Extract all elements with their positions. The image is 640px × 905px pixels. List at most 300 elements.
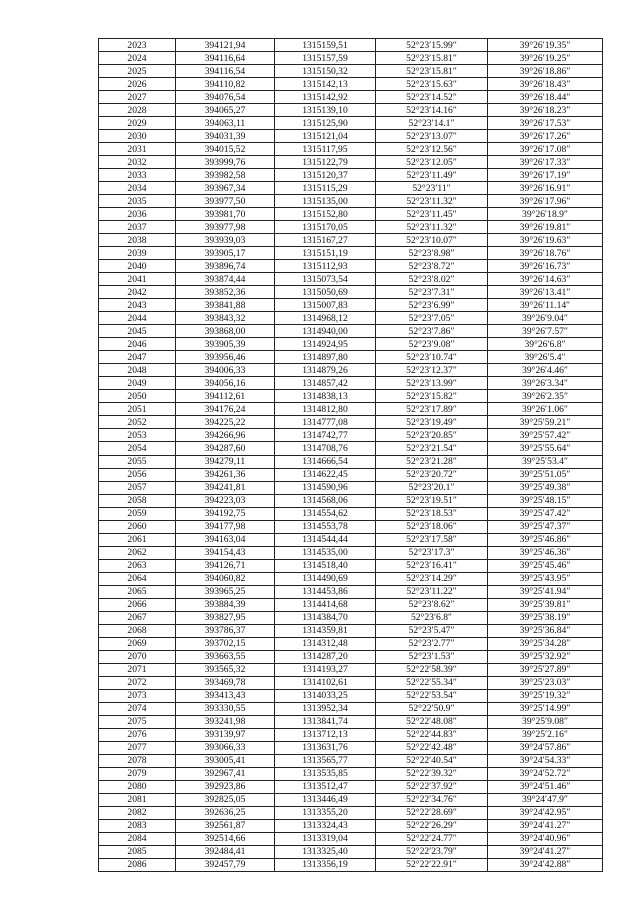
x-coordinate-cell: 394241,81 — [176, 481, 275, 494]
table-row — [99, 260, 603, 273]
longitude-cell: 39°25′36.84″ — [488, 624, 603, 637]
point-number-cell: 2041 — [99, 273, 176, 286]
y-coordinate-cell: 1315152,80 — [275, 208, 376, 221]
x-coordinate-cell: 393786,37 — [176, 624, 275, 637]
longitude-cell: 39°26′19.81″ — [488, 221, 603, 234]
y-coordinate-cell: 1314033,25 — [275, 689, 376, 702]
x-coordinate-cell: 393330,55 — [176, 702, 275, 715]
longitude-cell: 39°24′41.27″ — [488, 845, 603, 858]
point-number-cell: 2075 — [99, 715, 176, 728]
point-number-cell: 2068 — [99, 624, 176, 637]
x-coordinate-cell: 392514,66 — [176, 832, 275, 845]
table-row — [99, 143, 603, 156]
longitude-cell: 39°24′41.27″ — [488, 819, 603, 832]
point-number-cell: 2046 — [99, 338, 176, 351]
longitude-cell: 39°26′17.53″ — [488, 117, 603, 130]
table-row — [99, 845, 603, 858]
y-coordinate-cell: 1314857,42 — [275, 377, 376, 390]
y-coordinate-cell: 1314742,77 — [275, 429, 376, 442]
y-coordinate-cell: 1314193,27 — [275, 663, 376, 676]
y-coordinate-cell: 1314553,78 — [275, 520, 376, 533]
latitude-cell: 52°22′26.29″ — [376, 819, 488, 832]
x-coordinate-cell: 393841,88 — [176, 299, 275, 312]
latitude-cell: 52°23′6.99″ — [376, 299, 488, 312]
longitude-cell: 39°26′11.14″ — [488, 299, 603, 312]
point-number-cell: 2034 — [99, 182, 176, 195]
point-number-cell: 2047 — [99, 351, 176, 364]
longitude-cell: 39°26′17.96″ — [488, 195, 603, 208]
x-coordinate-cell: 392923,86 — [176, 780, 275, 793]
longitude-cell: 39°25′14.99″ — [488, 702, 603, 715]
table-row — [99, 221, 603, 234]
coordinates-table-body — [99, 39, 603, 872]
longitude-cell: 39°25′59.21″ — [488, 416, 603, 429]
y-coordinate-cell: 1314287,20 — [275, 650, 376, 663]
latitude-cell: 52°23′15.99″ — [376, 39, 488, 52]
x-coordinate-cell: 392457,79 — [176, 858, 275, 871]
y-coordinate-cell: 1314535,00 — [275, 546, 376, 559]
longitude-cell: 39°26′19.35″ — [488, 39, 603, 52]
table-row — [99, 793, 603, 806]
table-row — [99, 364, 603, 377]
x-coordinate-cell: 394076,54 — [176, 91, 275, 104]
table-row — [99, 416, 603, 429]
x-coordinate-cell: 392561,87 — [176, 819, 275, 832]
latitude-cell: 52°23′19.51″ — [376, 494, 488, 507]
point-number-cell: 2071 — [99, 663, 176, 676]
latitude-cell: 52°23′16.41″ — [376, 559, 488, 572]
latitude-cell: 52°23′17.89″ — [376, 403, 488, 416]
table-row — [99, 52, 603, 65]
x-coordinate-cell: 393981,70 — [176, 208, 275, 221]
longitude-cell: 39°26′6.8″ — [488, 338, 603, 351]
longitude-cell: 39°26′1.06″ — [488, 403, 603, 416]
table-row — [99, 507, 603, 520]
y-coordinate-cell: 1313535,85 — [275, 767, 376, 780]
x-coordinate-cell: 393005,41 — [176, 754, 275, 767]
longitude-cell: 39°25′23.03″ — [488, 676, 603, 689]
y-coordinate-cell: 1314554,62 — [275, 507, 376, 520]
x-coordinate-cell: 394110,82 — [176, 78, 275, 91]
y-coordinate-cell: 1313325,40 — [275, 845, 376, 858]
longitude-cell: 39°24′52.72″ — [488, 767, 603, 780]
table-row — [99, 481, 603, 494]
latitude-cell: 52°22′58.39″ — [376, 663, 488, 676]
table-row — [99, 338, 603, 351]
latitude-cell: 52°23′15.82″ — [376, 390, 488, 403]
x-coordinate-cell: 393967,34 — [176, 182, 275, 195]
latitude-cell: 52°23′12.05″ — [376, 156, 488, 169]
table-row — [99, 624, 603, 637]
table-row — [99, 195, 603, 208]
point-number-cell: 2064 — [99, 572, 176, 585]
x-coordinate-cell: 393982,58 — [176, 169, 275, 182]
y-coordinate-cell: 1315117,95 — [275, 143, 376, 156]
y-coordinate-cell: 1313712,13 — [275, 728, 376, 741]
longitude-cell: 39°25′38.19″ — [488, 611, 603, 624]
x-coordinate-cell: 393896,74 — [176, 260, 275, 273]
point-number-cell: 2026 — [99, 78, 176, 91]
latitude-cell: 52°23′18.06″ — [376, 520, 488, 533]
y-coordinate-cell: 1315122,79 — [275, 156, 376, 169]
latitude-cell: 52°23′10.07″ — [376, 234, 488, 247]
point-number-cell: 2079 — [99, 767, 176, 780]
table-row — [99, 663, 603, 676]
latitude-cell: 52°23′10.74″ — [376, 351, 488, 364]
table-row — [99, 832, 603, 845]
table-row — [99, 208, 603, 221]
y-coordinate-cell: 1313631,76 — [275, 741, 376, 754]
latitude-cell: 52°23′11.32″ — [376, 195, 488, 208]
point-number-cell: 2025 — [99, 65, 176, 78]
longitude-cell: 39°26′17.33″ — [488, 156, 603, 169]
longitude-cell: 39°24′57.86″ — [488, 741, 603, 754]
latitude-cell: 52°23′21.54″ — [376, 442, 488, 455]
longitude-cell: 39°25′45.46″ — [488, 559, 603, 572]
latitude-cell: 52°23′7.86″ — [376, 325, 488, 338]
x-coordinate-cell: 393469,78 — [176, 676, 275, 689]
latitude-cell: 52°22′50.9″ — [376, 702, 488, 715]
latitude-cell: 52°23′6.8″ — [376, 611, 488, 624]
latitude-cell: 52°23′8.72″ — [376, 260, 488, 273]
latitude-cell: 52°22′44.83″ — [376, 728, 488, 741]
x-coordinate-cell: 394223,03 — [176, 494, 275, 507]
y-coordinate-cell: 1315159,51 — [275, 39, 376, 52]
table-row — [99, 117, 603, 130]
longitude-cell: 39°26′16.91″ — [488, 182, 603, 195]
longitude-cell: 39°25′47.37″ — [488, 520, 603, 533]
y-coordinate-cell: 1314414,68 — [275, 598, 376, 611]
table-row — [99, 741, 603, 754]
point-number-cell: 2052 — [99, 416, 176, 429]
latitude-cell: 52°23′7.05″ — [376, 312, 488, 325]
table-row — [99, 91, 603, 104]
point-number-cell: 2023 — [99, 39, 176, 52]
point-number-cell: 2036 — [99, 208, 176, 221]
latitude-cell: 52°23′20.72″ — [376, 468, 488, 481]
table-row — [99, 169, 603, 182]
y-coordinate-cell: 1313324,43 — [275, 819, 376, 832]
x-coordinate-cell: 393977,50 — [176, 195, 275, 208]
x-coordinate-cell: 393827,95 — [176, 611, 275, 624]
longitude-cell: 39°26′4.46″ — [488, 364, 603, 377]
table-row — [99, 637, 603, 650]
longitude-cell: 39°26′18.9″ — [488, 208, 603, 221]
longitude-cell: 39°25′48.15″ — [488, 494, 603, 507]
point-number-cell: 2061 — [99, 533, 176, 546]
longitude-cell: 39°25′46.86″ — [488, 533, 603, 546]
longitude-cell: 39°25′27.89″ — [488, 663, 603, 676]
x-coordinate-cell: 393868,00 — [176, 325, 275, 338]
latitude-cell: 52°22′22.91″ — [376, 858, 488, 871]
longitude-cell: 39°26′5.4″ — [488, 351, 603, 364]
table-row — [99, 247, 603, 260]
y-coordinate-cell: 1314777,08 — [275, 416, 376, 429]
latitude-cell: 52°23′2.77″ — [376, 637, 488, 650]
latitude-cell: 52°23′21.28″ — [376, 455, 488, 468]
longitude-cell: 39°24′42.88″ — [488, 858, 603, 871]
y-coordinate-cell: 1315007,83 — [275, 299, 376, 312]
table-row — [99, 234, 603, 247]
y-coordinate-cell: 1314708,76 — [275, 442, 376, 455]
y-coordinate-cell: 1314812,80 — [275, 403, 376, 416]
x-coordinate-cell: 394063,11 — [176, 117, 275, 130]
table-row — [99, 676, 603, 689]
x-coordinate-cell: 394225,22 — [176, 416, 275, 429]
table-row — [99, 494, 603, 507]
x-coordinate-cell: 393977,98 — [176, 221, 275, 234]
y-coordinate-cell: 1314897,80 — [275, 351, 376, 364]
latitude-cell: 52°23′7.31″ — [376, 286, 488, 299]
point-number-cell: 2039 — [99, 247, 176, 260]
x-coordinate-cell: 394287,60 — [176, 442, 275, 455]
point-number-cell: 2080 — [99, 780, 176, 793]
table-row — [99, 702, 603, 715]
y-coordinate-cell: 1314622,45 — [275, 468, 376, 481]
latitude-cell: 52°23′14.1″ — [376, 117, 488, 130]
longitude-cell: 39°26′18.86″ — [488, 65, 603, 78]
y-coordinate-cell: 1314518,40 — [275, 559, 376, 572]
latitude-cell: 52°23′15.63″ — [376, 78, 488, 91]
longitude-cell: 39°26′18.76″ — [488, 247, 603, 260]
table-row — [99, 585, 603, 598]
table-row — [99, 130, 603, 143]
table-row — [99, 325, 603, 338]
table-row — [99, 650, 603, 663]
point-number-cell: 2040 — [99, 260, 176, 273]
latitude-cell: 52°23′19.49″ — [376, 416, 488, 429]
y-coordinate-cell: 1315151,19 — [275, 247, 376, 260]
point-number-cell: 2072 — [99, 676, 176, 689]
table-row — [99, 715, 603, 728]
table-row — [99, 65, 603, 78]
table-row — [99, 104, 603, 117]
y-coordinate-cell: 1313565,77 — [275, 754, 376, 767]
longitude-cell: 39°26′9.04″ — [488, 312, 603, 325]
table-row — [99, 468, 603, 481]
y-coordinate-cell: 1313512,47 — [275, 780, 376, 793]
x-coordinate-cell: 394177,98 — [176, 520, 275, 533]
point-number-cell: 2044 — [99, 312, 176, 325]
coordinates-table — [98, 38, 603, 872]
x-coordinate-cell: 393413,43 — [176, 689, 275, 702]
table-row — [99, 182, 603, 195]
longitude-cell: 39°25′49.38″ — [488, 481, 603, 494]
latitude-cell: 52°22′48.08″ — [376, 715, 488, 728]
y-coordinate-cell: 1313841,74 — [275, 715, 376, 728]
latitude-cell: 52°23′12.56″ — [376, 143, 488, 156]
latitude-cell: 52°23′14.29″ — [376, 572, 488, 585]
latitude-cell: 52°23′13.07″ — [376, 130, 488, 143]
latitude-cell: 52°22′23.79″ — [376, 845, 488, 858]
x-coordinate-cell: 392484,41 — [176, 845, 275, 858]
point-number-cell: 2076 — [99, 728, 176, 741]
latitude-cell: 52°22′39.32″ — [376, 767, 488, 780]
x-coordinate-cell: 393663,55 — [176, 650, 275, 663]
point-number-cell: 2028 — [99, 104, 176, 117]
point-number-cell: 2054 — [99, 442, 176, 455]
point-number-cell: 2053 — [99, 429, 176, 442]
latitude-cell: 52°23′18.53″ — [376, 507, 488, 520]
longitude-cell: 39°25′57.42″ — [488, 429, 603, 442]
latitude-cell: 52°23′12.37″ — [376, 364, 488, 377]
longitude-cell: 39°25′46.36″ — [488, 546, 603, 559]
longitude-cell: 39°25′55.64″ — [488, 442, 603, 455]
x-coordinate-cell: 393905,39 — [176, 338, 275, 351]
x-coordinate-cell: 394031,39 — [176, 130, 275, 143]
y-coordinate-cell: 1314490,69 — [275, 572, 376, 585]
x-coordinate-cell: 392967,41 — [176, 767, 275, 780]
table-row — [99, 611, 603, 624]
longitude-cell: 39°25′53.4″ — [488, 455, 603, 468]
point-number-cell: 2048 — [99, 364, 176, 377]
point-number-cell: 2049 — [99, 377, 176, 390]
longitude-cell: 39°26′17.26″ — [488, 130, 603, 143]
table-row — [99, 455, 603, 468]
longitude-cell: 39°24′54.33″ — [488, 754, 603, 767]
table-row — [99, 780, 603, 793]
longitude-cell: 39°26′7.57″ — [488, 325, 603, 338]
latitude-cell: 52°23′17.3″ — [376, 546, 488, 559]
longitude-cell: 39°26′19.63″ — [488, 234, 603, 247]
point-number-cell: 2081 — [99, 793, 176, 806]
y-coordinate-cell: 1313446,49 — [275, 793, 376, 806]
table-row — [99, 312, 603, 325]
longitude-cell: 39°25′47.42″ — [488, 507, 603, 520]
point-number-cell: 2065 — [99, 585, 176, 598]
longitude-cell: 39°25′39.81″ — [488, 598, 603, 611]
y-coordinate-cell: 1313356,19 — [275, 858, 376, 871]
longitude-cell: 39°26′18.23″ — [488, 104, 603, 117]
longitude-cell: 39°26′13.41″ — [488, 286, 603, 299]
table-row — [99, 351, 603, 364]
table-row — [99, 442, 603, 455]
longitude-cell: 39°26′3.34″ — [488, 377, 603, 390]
x-coordinate-cell: 394261,36 — [176, 468, 275, 481]
y-coordinate-cell: 1315142,92 — [275, 91, 376, 104]
table-row — [99, 520, 603, 533]
latitude-cell: 52°23′13.99″ — [376, 377, 488, 390]
point-number-cell: 2066 — [99, 598, 176, 611]
point-number-cell: 2077 — [99, 741, 176, 754]
table-row — [99, 377, 603, 390]
longitude-cell: 39°24′47.9″ — [488, 793, 603, 806]
x-coordinate-cell: 394121,94 — [176, 39, 275, 52]
longitude-cell: 39°26′17.08″ — [488, 143, 603, 156]
table-row — [99, 299, 603, 312]
point-number-cell: 2031 — [99, 143, 176, 156]
y-coordinate-cell: 1315115,29 — [275, 182, 376, 195]
table-row — [99, 559, 603, 572]
latitude-cell: 52°23′15.81″ — [376, 52, 488, 65]
x-coordinate-cell: 394279,11 — [176, 455, 275, 468]
y-coordinate-cell: 1315073,54 — [275, 273, 376, 286]
longitude-cell: 39°26′2.35″ — [488, 390, 603, 403]
y-coordinate-cell: 1315050,69 — [275, 286, 376, 299]
table-row — [99, 819, 603, 832]
x-coordinate-cell: 394112,61 — [176, 390, 275, 403]
table-row — [99, 806, 603, 819]
table-row — [99, 39, 603, 52]
latitude-cell: 52°23′11.22″ — [376, 585, 488, 598]
latitude-cell: 52°23′8.98″ — [376, 247, 488, 260]
x-coordinate-cell: 394116,64 — [176, 52, 275, 65]
point-number-cell: 2056 — [99, 468, 176, 481]
latitude-cell: 52°23′8.02″ — [376, 273, 488, 286]
y-coordinate-cell: 1314102,61 — [275, 676, 376, 689]
latitude-cell: 52°22′55.34″ — [376, 676, 488, 689]
y-coordinate-cell: 1314544,44 — [275, 533, 376, 546]
x-coordinate-cell: 394015,52 — [176, 143, 275, 156]
latitude-cell: 52°23′11.49″ — [376, 169, 488, 182]
y-coordinate-cell: 1315120,37 — [275, 169, 376, 182]
longitude-cell: 39°25′32.92″ — [488, 650, 603, 663]
table-row — [99, 429, 603, 442]
y-coordinate-cell: 1315142,13 — [275, 78, 376, 91]
table-row — [99, 273, 603, 286]
y-coordinate-cell: 1315135,00 — [275, 195, 376, 208]
point-number-cell: 2062 — [99, 546, 176, 559]
x-coordinate-cell: 393066,33 — [176, 741, 275, 754]
y-coordinate-cell: 1315157,59 — [275, 52, 376, 65]
point-number-cell: 2059 — [99, 507, 176, 520]
point-number-cell: 2033 — [99, 169, 176, 182]
point-number-cell: 2029 — [99, 117, 176, 130]
x-coordinate-cell: 394116,54 — [176, 65, 275, 78]
x-coordinate-cell: 393874,44 — [176, 273, 275, 286]
y-coordinate-cell: 1315121,04 — [275, 130, 376, 143]
latitude-cell: 52°23′11.45″ — [376, 208, 488, 221]
latitude-cell: 52°23′17.58″ — [376, 533, 488, 546]
x-coordinate-cell: 393939,03 — [176, 234, 275, 247]
x-coordinate-cell: 394126,71 — [176, 559, 275, 572]
table-row — [99, 533, 603, 546]
longitude-cell: 39°24′51.46″ — [488, 780, 603, 793]
point-number-cell: 2078 — [99, 754, 176, 767]
point-number-cell: 2067 — [99, 611, 176, 624]
x-coordinate-cell: 393843,32 — [176, 312, 275, 325]
y-coordinate-cell: 1314666,54 — [275, 455, 376, 468]
x-coordinate-cell: 394006,33 — [176, 364, 275, 377]
y-coordinate-cell: 1315150,32 — [275, 65, 376, 78]
point-number-cell: 2082 — [99, 806, 176, 819]
point-number-cell: 2069 — [99, 637, 176, 650]
latitude-cell: 52°23′8.62″ — [376, 598, 488, 611]
longitude-cell: 39°26′18.43″ — [488, 78, 603, 91]
longitude-cell: 39°26′14.63″ — [488, 273, 603, 286]
y-coordinate-cell: 1313355,20 — [275, 806, 376, 819]
table-row — [99, 858, 603, 871]
y-coordinate-cell: 1314940,00 — [275, 325, 376, 338]
y-coordinate-cell: 1314359,81 — [275, 624, 376, 637]
y-coordinate-cell: 1315167,27 — [275, 234, 376, 247]
point-number-cell: 2055 — [99, 455, 176, 468]
latitude-cell: 52°22′40.54″ — [376, 754, 488, 767]
table-row — [99, 78, 603, 91]
x-coordinate-cell: 393241,98 — [176, 715, 275, 728]
y-coordinate-cell: 1314384,70 — [275, 611, 376, 624]
point-number-cell: 2083 — [99, 819, 176, 832]
longitude-cell: 39°25′2.16″ — [488, 728, 603, 741]
x-coordinate-cell: 394163,04 — [176, 533, 275, 546]
point-number-cell: 2024 — [99, 52, 176, 65]
y-coordinate-cell: 1314568,06 — [275, 494, 376, 507]
point-number-cell: 2035 — [99, 195, 176, 208]
x-coordinate-cell: 392636,25 — [176, 806, 275, 819]
y-coordinate-cell: 1314968,12 — [275, 312, 376, 325]
y-coordinate-cell: 1314590,96 — [275, 481, 376, 494]
longitude-cell: 39°24′42.95″ — [488, 806, 603, 819]
